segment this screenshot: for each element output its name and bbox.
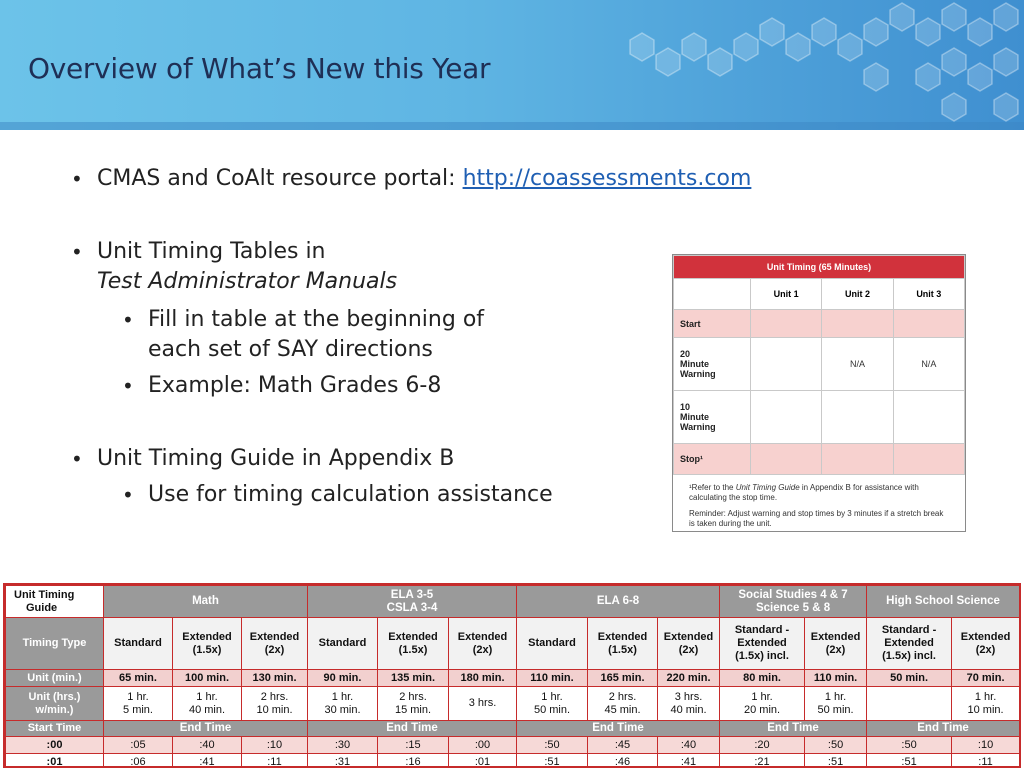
end-time-cell: :06 [104,754,173,768]
end-time-header: End Time [517,721,720,737]
type-extended-2x: Extended (2x) [658,618,720,670]
start-unit3[interactable] [893,310,964,338]
warn20-unit1[interactable] [751,338,822,391]
stop-unit3[interactable] [893,444,964,475]
sub1-line2: each set of SAY directions [148,337,433,362]
stop-unit2[interactable] [822,444,893,475]
type-extended-2x: Extended (2x) [242,618,308,670]
warn20-b: Minute [680,359,709,369]
unit-min-cell: 65 min. [104,670,173,687]
start-unit1[interactable] [751,310,822,338]
unit-min-cell: 135 min. [378,670,449,687]
unit-hrs-label: Unit (hrs.) w/min.) [6,687,104,721]
type-extended-2x: Extended (2x) [805,618,867,670]
group-math: Math [104,586,308,618]
unit-timing-guide-grid [5,585,1020,768]
unit-min-cell: 110 min. [517,670,588,687]
banner-shadow [0,122,1024,130]
end-time-header: End Time [308,721,517,737]
warn10-c: Warning [680,422,716,432]
type-extended-2x: Extended (2x) [449,618,517,670]
unit-hrs-cell: 1 hr. 40 min. [173,687,242,721]
end-time-header: End Time [720,721,867,737]
table-row [6,754,1020,768]
unit-min-cell: 100 min. [173,670,242,687]
note-reminder: Reminder: Adjust warning and stop times by 3 minutes if a stretch break is taken during the unit. [689,509,944,528]
note-refer: ¹Refer to the Unit Timing Guide in Appendix B for assistance with calculating the stop time. [689,483,919,502]
row-timing-type: Timing Type [6,618,104,670]
unit-min-cell: 50 min. [867,670,952,687]
warn20-unit2-na: N/A [822,338,893,391]
warn10-a: 10 [680,402,691,412]
end-time-cell: :41 [658,754,720,768]
end-time-cell: :51 [517,754,588,768]
unit-hrs-cell: 1 hr. 50 min. [517,687,588,721]
guide-text: Unit Timing Guide in Appendix B [97,446,455,471]
start-time-cell: :01 [6,754,104,768]
end-time-header: End Time [867,721,1020,737]
warn10-unit3[interactable] [893,391,964,444]
unit-tables-line2: Test Administrator Manuals [97,269,398,294]
type-standard-extended: Standard - Extended (1.5x) incl. [720,618,805,670]
unit-hrs-cell: 2 hrs. 45 min. [588,687,658,721]
type-standard: Standard [104,618,173,670]
row-10-minute-warning [674,391,751,444]
unit-min-cell: 80 min. [720,670,805,687]
unit-hrs-cell: 1 hr. 50 min. [805,687,867,721]
end-time-cell: :20 [720,737,805,754]
unit-hrs-cell: 3 hrs. [449,687,517,721]
end-time-cell: :10 [242,737,308,754]
end-time-cell: :50 [517,737,588,754]
warn10-unit1[interactable] [751,391,822,444]
warn20-a: 20 [680,349,691,359]
unit-min-label: Unit (min.) [6,670,104,687]
warn10-unit2[interactable] [822,391,893,444]
bullet-dot-icon: • [71,167,83,191]
end-time-cell: :31 [308,754,378,768]
table-row [6,737,1020,754]
end-time-cell: :40 [173,737,242,754]
type-extended-1-5x: Extended (1.5x) [588,618,658,670]
bullet-dot-icon: • [122,308,134,332]
end-time-header: End Time [104,721,308,737]
row-20-minute-warning [674,338,751,391]
unit-min-cell: 220 min. [658,670,720,687]
guide-corner: Unit Timing Guide [6,586,104,618]
portal-text: CMAS and CoAlt resource portal: [97,166,463,191]
end-time-cell: :16 [378,754,449,768]
sub-bullet-fill [122,305,485,335]
unit-timing-grid [673,255,965,475]
end-time-cell: :51 [867,754,952,768]
end-time-cell: :05 [104,737,173,754]
end-time-cell: :11 [242,754,308,768]
unit-min-cell: 90 min. [308,670,378,687]
start-unit2[interactable] [822,310,893,338]
end-time-cell: :50 [867,737,952,754]
bullet-guide [71,444,455,474]
sub2-text: Example: Math Grades 6-8 [148,373,442,398]
unit-hrs-cell: 2 hrs. 10 min. [242,687,308,721]
type-standard: Standard [517,618,588,670]
warn20-unit3-na: N/A [893,338,964,391]
col-unit2: Unit 2 [822,279,893,310]
row-start: Start [674,310,751,338]
type-standard-extended: Standard - Extended (1.5x) incl. [867,618,952,670]
bullet-dot-icon: • [122,483,134,507]
end-time-cell: :15 [378,737,449,754]
end-time-cell: :40 [658,737,720,754]
unit-hrs-cell: 1 hr. 5 min. [104,687,173,721]
end-time-cell: :41 [173,754,242,768]
type-extended-1-5x: Extended (1.5x) [378,618,449,670]
portal-link[interactable]: http://coassessments.com [462,166,752,191]
type-extended-1-5x: Extended (1.5x) [173,618,242,670]
unit-timing-notes [673,475,965,529]
group-high-school-science: High School Science [867,586,1020,618]
sub3-text: Use for timing calculation assistance [148,482,553,507]
hexagon-pattern-icon [600,0,1024,130]
sub1-line1: Fill in table at the beginning of [148,307,485,332]
unit-timing-guide-table [3,583,1021,768]
unit-hrs-cell: 1 hr. 10 min. [952,687,1020,721]
unit-hrs-cell: 1 hr. 30 min. [308,687,378,721]
row-unit-min [6,670,1020,687]
sub-bullet-use [122,480,553,510]
bullet-dot-icon: • [71,447,83,471]
bullet-unit-tables [71,237,326,267]
unit-min-cell: 110 min. [805,670,867,687]
bullet-portal [71,164,752,194]
row-unit-hrs [6,687,1020,721]
warn10-b: Minute [680,412,709,422]
unit-tables-line1: Unit Timing Tables in [97,239,326,264]
end-time-cell: :45 [588,737,658,754]
col-unit3: Unit 3 [893,279,964,310]
unit-hrs-cell: 1 hr. 20 min. [720,687,805,721]
start-time-cell: :00 [6,737,104,754]
end-time-cell: :01 [449,754,517,768]
end-time-cell: :00 [449,737,517,754]
row-stop: Stop¹ [674,444,751,475]
unit-min-cell: 130 min. [242,670,308,687]
group-ela-6-8: ELA 6-8 [517,586,720,618]
blank-cell [674,279,751,310]
type-standard: Standard [308,618,378,670]
unit-hrs-cell: 3 hrs. 40 min. [658,687,720,721]
start-time-header: Start Time [6,721,104,737]
group-social-studies-science: Social Studies 4 & 7 Science 5 & 8 [720,586,867,618]
end-time-cell: :30 [308,737,378,754]
unit-timing-table [672,254,966,532]
type-extended-2x: Extended (2x) [952,618,1020,670]
row-time-headers [6,721,1020,737]
warn20-c: Warning [680,369,716,379]
unit-hrs-cell: 2 hrs. 15 min. [378,687,449,721]
unit-min-cell: 70 min. [952,670,1020,687]
unit-hrs-cell [867,687,952,721]
slide-title: Overview of What’s New this Year [28,52,491,85]
col-unit1: Unit 1 [751,279,822,310]
end-time-cell: :46 [588,754,658,768]
end-time-cell: :50 [805,737,867,754]
sub-bullet-example [122,371,442,401]
end-time-cell: :51 [805,754,867,768]
unit-min-cell: 165 min. [588,670,658,687]
bullet-dot-icon: • [122,374,134,398]
unit-min-cell: 180 min. [449,670,517,687]
bullet-dot-icon: • [71,240,83,264]
stop-unit1[interactable] [751,444,822,475]
group-ela-3-5: ELA 3-5 CSLA 3-4 [308,586,517,618]
end-time-cell: :10 [952,737,1020,754]
unit-timing-header: Unit Timing (65 Minutes) [674,256,965,279]
end-time-cell: :11 [952,754,1020,768]
end-time-cell: :21 [720,754,805,768]
